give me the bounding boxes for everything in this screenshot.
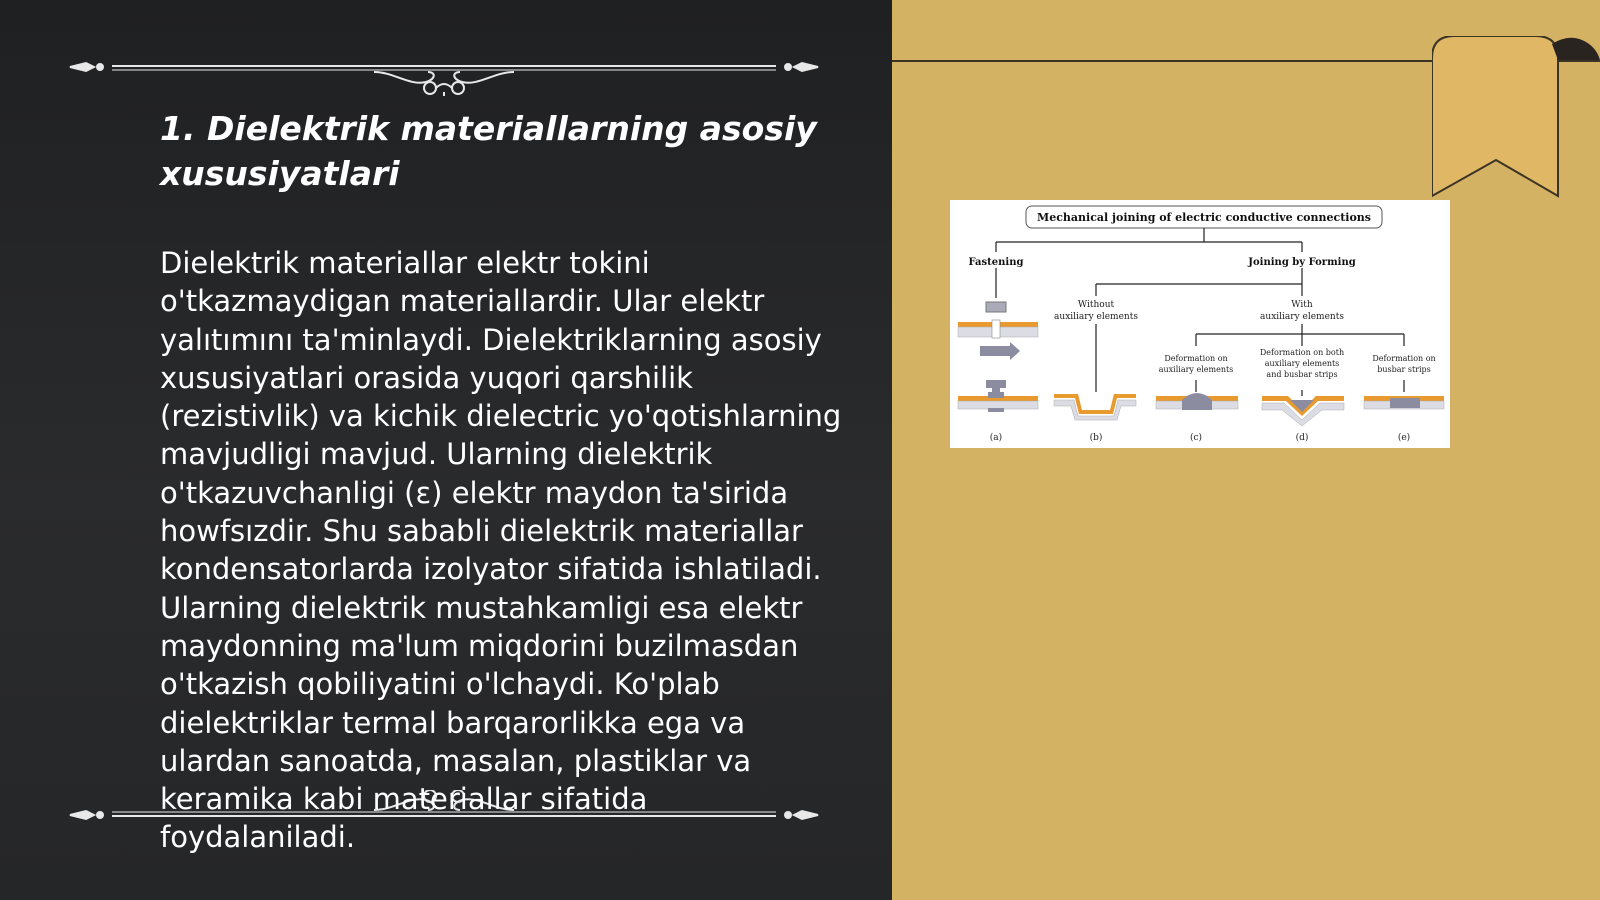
diagram-without-aux-line2: auxiliary elements — [1054, 312, 1138, 322]
bookmark-ribbon-icon — [1432, 36, 1600, 200]
diagram-label-c: (c) — [1189, 433, 1203, 443]
diagram-deform-both-line1: Deformation on both — [1259, 348, 1345, 357]
deform-both-illustration — [1262, 396, 1344, 426]
diagram-deform-both-line2: auxiliary elements — [1264, 359, 1340, 368]
deform-busbar-illustration — [1364, 396, 1444, 409]
diagram-with-aux-line1: With — [1291, 300, 1313, 310]
joining-diagram — [950, 200, 1450, 448]
diagram-deform-busbar-line1: Deformation on — [1372, 354, 1436, 363]
diagram-label-e: (e) — [1397, 433, 1411, 443]
diagram-deform-aux-line1: Deformation on — [1164, 354, 1228, 363]
diagram-fastening-label: Fastening — [968, 257, 1024, 268]
diagram-label-b: (b) — [1089, 433, 1103, 443]
without-aux-illustration — [1054, 394, 1136, 420]
slide-title: 1. Dielektrik materiallarning asosiy xususiyatlari — [160, 109, 817, 193]
diagram-deform-both-line3: and busbar strips — [1266, 370, 1338, 379]
slide-body-text: Dielektrik materiallar elektr tokini o'tkazmaydigan materiallardir. Ular elektr yalıtımını ta'minlaydi. Dielektriklarning asosiy xususiyatlari orasida yuqori qarshilik (rezistivlik) va kichik dielectric yo'qotishlarning mavjudligi mavjud. Ularning dielektrik o'tkazuvchanligi (ε) elektr maydon ta'sirida howfsızdir. Shu sababli dielektrik materiallar kondensatorlarda izolyator sifatida ishlatiladi. Ularning dielektrik mustahkamligi esa elektr maydonning ma'lum miqdorini buzilmasdan o'tkazish qobiliyatini o'lchaydi. Ko'plab dielektriklar termal barqarorlikka ega va ulardan sanoatda, masalan, plastiklar va keramika kabi materiallar sifatida foydalaniladi. — [160, 246, 842, 855]
diagram-with-aux-line2: auxiliary elements — [1260, 312, 1344, 322]
diagram-label-d: (d) — [1295, 433, 1309, 443]
diagram-label-a: (a) — [989, 433, 1003, 443]
diagram-joining-forming-label: Joining by Forming — [1248, 257, 1356, 268]
fastening-illustration — [958, 302, 1038, 412]
diagram-without-aux-line1: Without — [1077, 300, 1115, 310]
top-ornament-icon — [64, 36, 824, 96]
diagram-root-label: Mechanical joining of electric conductive connections — [1037, 211, 1371, 224]
deform-aux-illustration — [1156, 393, 1238, 410]
diagram-deform-aux-line2: auxiliary elements — [1158, 365, 1234, 374]
diagram-deform-busbar-line2: busbar strips — [1377, 365, 1431, 374]
